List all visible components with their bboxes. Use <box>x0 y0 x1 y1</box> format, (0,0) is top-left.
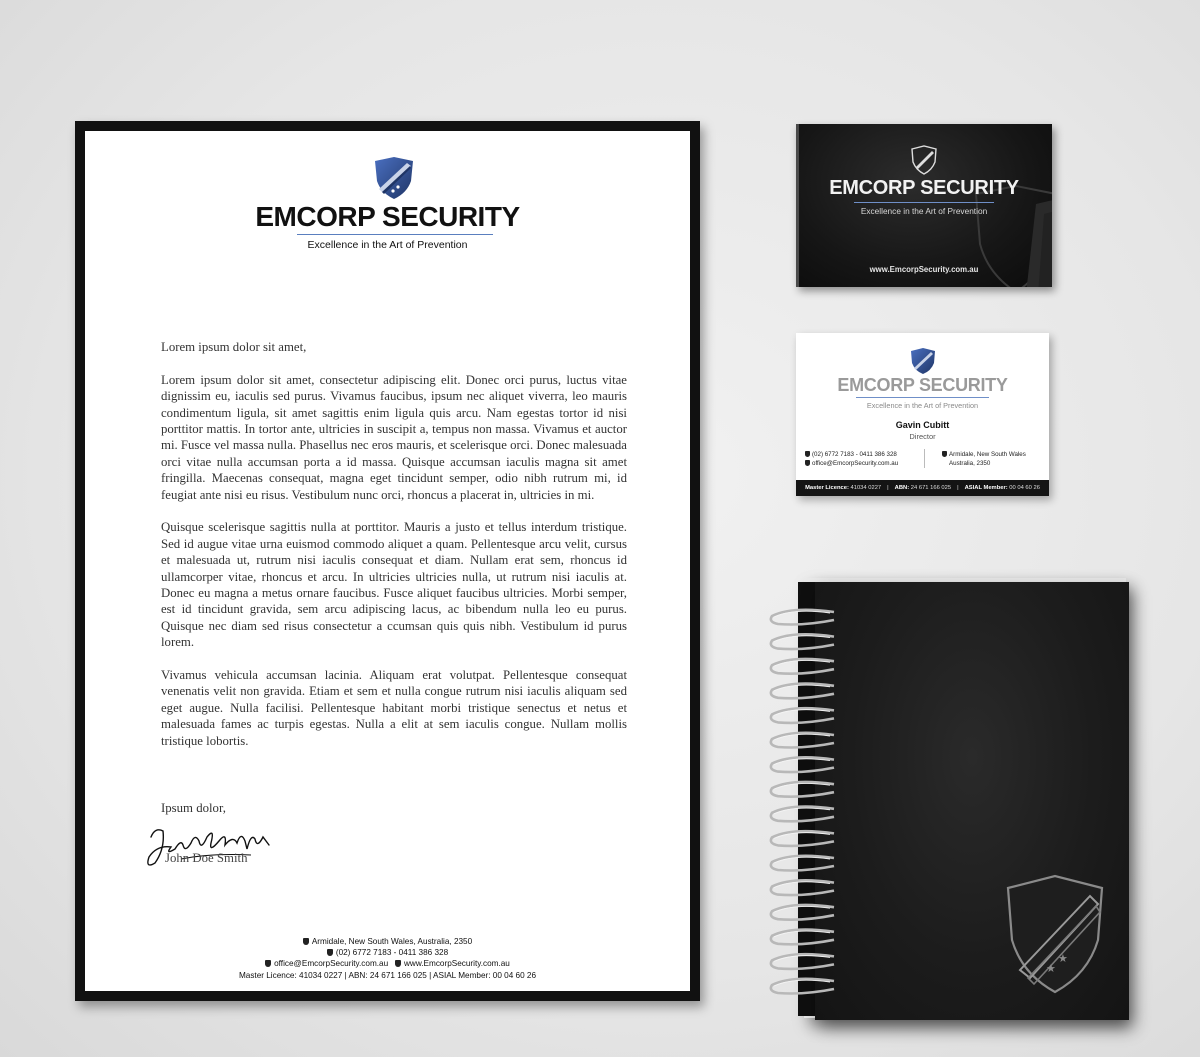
brand-underline <box>297 234 493 235</box>
letter-paragraph: Quisque scelerisque sagittis nulla at porttitor. Mauris a justo et tellus interdum tristique. Sed id augue vitae urna euismod commodo aliquet a quam. Pellentesque arcu velit, cursus et malesuada ut, rutrum nisi iaculis consequat et diam. Nullam erat sem, rhoncus id ullamcorper vitae, rhoncus et arcu. In ultricies ultricies nulla, ut rutrum nisi iaculis at. Donec eu magna a metus ornare faucibus. Fusce aliquet faucibus ultricies. Morbi semper, est id tincidunt gravida, sem arcu adipiscing lacus, ac bibendum nulla leo eu purus. Quisque nec diam sed risus consectetur a ccumsan quis quis nibh. Vestibulum id purus lorem. <box>161 520 627 650</box>
card-front-website: www.EmcorpSecurity.com.au <box>869 265 979 274</box>
licence-value: 41034 0227 <box>850 485 882 491</box>
asial-value: 00 04 60 26 <box>1009 485 1040 491</box>
shield-logo-icon <box>909 145 939 175</box>
letter-paragraph: Lorem ipsum dolor sit amet, consectetur adipiscing elit. Donec orci purus, luctus vitae dignissim eu, iaculis sed purus. Vivamus faucibus, ipsum nec aliquet viverra, leo mauris condimentum ligula, sit amet sagittis enim ligula quis arcu. Nam egestas tortor id nisi porttitor mattis. In tortor ante, ultricies in suscipit a, tempus non massa. Vivamus et auctor mi. Fusce vel massa nulla. Phasellus nec eros mauris, et scelerisque orci. Donec malesuada orci vitae nulla accumsan porta a id massa. Quisque accumsan iaculis magna sit amet fringilla. Maecenas consequat, magna eget tincidunt semper, odio nibh rutrum mi, id feugiat ante nisi eu risus. Vestibulum nunc orci, rhoncus a placerat in, ultricies in mi. <box>161 372 627 502</box>
footer-phone: (02) 6772 7183 - 0411 386 328 <box>335 948 449 958</box>
card-address-block <box>942 451 1026 468</box>
card-front-tagline: Excellence in the Art of Prevention <box>860 206 988 216</box>
letterhead-paper <box>85 131 690 991</box>
card-phone: (02) 6772 7183 - 0411 386 328 <box>812 451 897 458</box>
email-icon <box>265 960 271 967</box>
card-back-tagline: Excellence in the Art of Prevention <box>866 401 979 410</box>
phone-icon <box>327 949 333 956</box>
letter-paragraph: Vivamus vehicula accumsan lacinia. Aliquam erat volutpat. Pellentesque consequat venenatis velit non gravida. Etiam et sem et nulla congue rutrum nisi iaculis aliquam sed eget augue. Nulla facilisi. Pellentesque habitant morbi tristique senectus et netus et malesuada fames ac turpis egestas. Nulla a elit at sem iaculis congue. Nullam mollis tristique lobortis. <box>161 668 627 748</box>
letterhead-footer <box>85 936 690 981</box>
card-email: office@EmcorpSecurity.com.au <box>812 459 899 467</box>
licence-label: Master Licence: <box>805 485 849 491</box>
letter-body <box>161 339 627 766</box>
letter-closing: Ipsum dolor, <box>161 801 226 815</box>
card-address-line2: Australia, 2350 <box>949 459 991 467</box>
brand-underline <box>854 202 994 203</box>
card-person-name: Gavin Cubitt <box>895 420 950 430</box>
letterhead-brand-name: EMCORP SECURITY <box>255 201 520 232</box>
business-card-front <box>796 124 1052 287</box>
location-icon <box>303 938 309 945</box>
footer-website: www.EmcorpSecurity.com.au <box>404 959 510 969</box>
footer-address: Armidale, New South Wales, Australia, 2350 <box>311 937 473 946</box>
letterhead-frame <box>75 121 700 1001</box>
card-front-brand-name: EMCORP SECURITY <box>829 177 1019 199</box>
svg-text:★: ★ <box>1058 952 1068 965</box>
card-address-line1: Armidale, New South Wales <box>949 451 1026 458</box>
svg-text:★: ★ <box>1046 962 1056 975</box>
brand-underline <box>856 397 989 398</box>
footer-licence-line: Master Licence: 41034 0227 | ABN: 24 671 166 025 | ASIAL Member: 00 04 60 26 <box>238 970 537 980</box>
shield-logo-icon <box>371 155 417 201</box>
asial-label: ASIAL Member: <box>964 485 1008 491</box>
card-back-brand-name: EMCORP SECURITY <box>837 375 1008 395</box>
card-contact-block <box>805 451 898 468</box>
card-licence-bar: Master Licence: 41034 0227 | ABN: 24 671 166 025 | ASIAL Member: 00 04 60 26 <box>796 480 1049 496</box>
letter-salutation: Lorem ipsum dolor sit amet, <box>161 340 307 354</box>
abn-label: ABN: <box>894 485 910 491</box>
business-card-back <box>796 333 1049 496</box>
email-icon <box>805 460 810 466</box>
shield-emblem-icon <box>1000 874 1110 994</box>
letter-signatory: John Doe Smith <box>165 851 248 865</box>
contact-divider <box>924 449 925 468</box>
card-person-title: Director <box>909 432 936 441</box>
phone-icon <box>805 451 810 457</box>
spiral-binding-icon <box>764 604 842 1004</box>
web-icon <box>395 960 401 967</box>
shield-logo-icon <box>909 347 937 375</box>
location-icon <box>942 451 947 457</box>
letterhead-tagline: Excellence in the Art of Prevention <box>307 239 468 251</box>
footer-email: office@EmcorpSecurity.com.au <box>274 959 389 969</box>
abn-value: 24 671 166 025 <box>910 485 952 491</box>
